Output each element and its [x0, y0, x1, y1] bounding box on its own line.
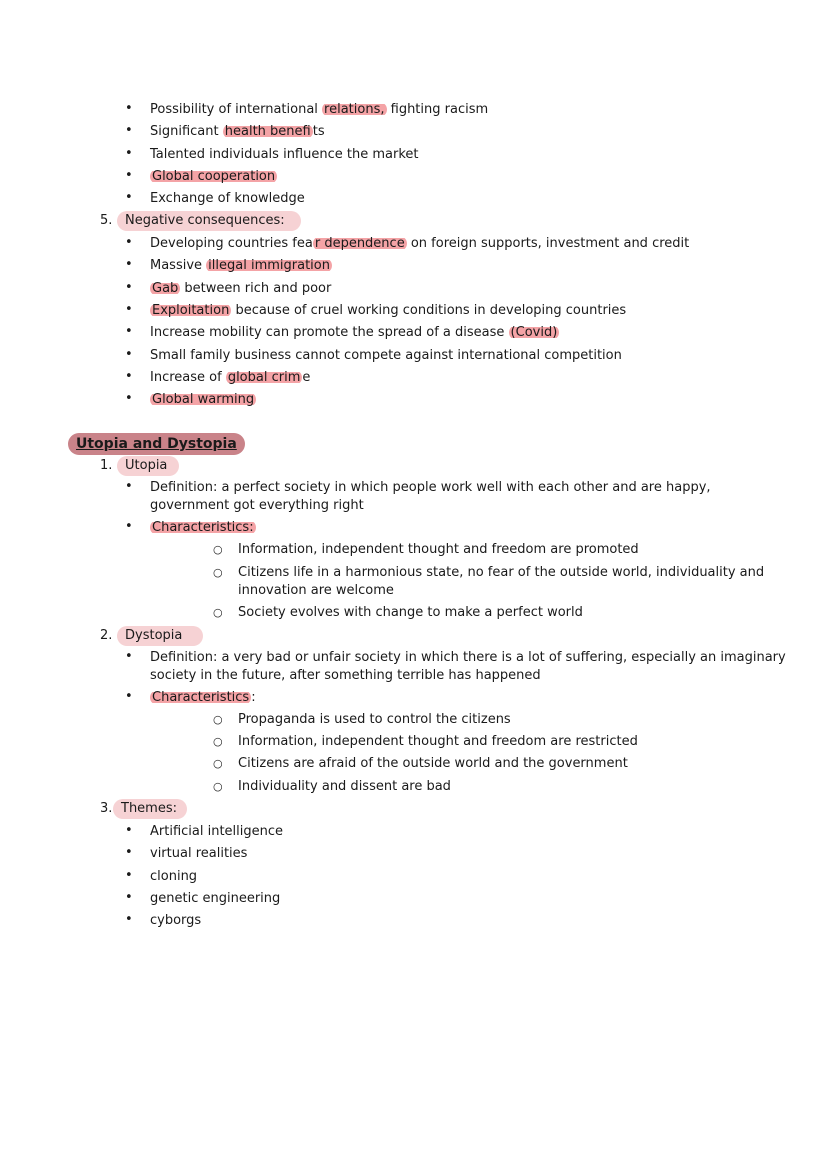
utopia-definition-line2: government got everything right: [150, 498, 364, 513]
section-title: Utopia and Dystopia: [68, 433, 245, 455]
highlighted-text: health benefi: [224, 124, 311, 140]
circle-bullet: ○: [213, 713, 223, 726]
bullet: •: [125, 145, 133, 161]
highlighted-text: Global cooperation: [152, 168, 276, 184]
list-item: cloning: [150, 868, 198, 884]
bullet: •: [125, 867, 133, 883]
circle-bullet: ○: [213, 757, 223, 770]
bullet: •: [125, 368, 133, 384]
themes-heading: Themes:: [113, 799, 187, 819]
bullet: •: [125, 912, 133, 928]
bullet: •: [125, 479, 133, 494]
highlighted-text: Exploitation: [152, 302, 230, 318]
utopia-characteristics-label: Characteristics:: [152, 520, 254, 535]
list-item: Exploitation because of cruel working conditions in developing countries: [152, 302, 627, 318]
bullet: •: [125, 101, 133, 116]
list-item: Small family business cannot compete against international competition: [150, 347, 622, 363]
bullet: •: [125, 649, 133, 664]
list-number: 5.: [100, 213, 113, 228]
utopia-characteristic: innovation are welcome: [238, 583, 394, 598]
highlighted-text: Global warming: [152, 392, 255, 408]
circle-bullet: ○: [213, 735, 223, 748]
list-item: Possibility of international relations, fighting racism: [150, 102, 489, 117]
circle-bullet: ○: [213, 606, 223, 619]
highlighted-text: Gab: [152, 280, 179, 296]
bullet: •: [125, 346, 133, 362]
dystopia-definition-line2: society in the future, after something terrible has happened: [150, 668, 541, 683]
utopia-characteristic: Information, independent thought and freedom are promoted: [238, 542, 639, 557]
circle-bullet: ○: [213, 780, 223, 793]
list-item: Developing countries fea r dependence on foreign supports, investment and credit: [150, 236, 690, 251]
bullet: •: [125, 845, 133, 861]
bullet: •: [125, 391, 133, 407]
bullet: •: [125, 823, 133, 838]
list-number: 2.: [100, 628, 113, 643]
negative-consequences-heading: Negative consequences:: [117, 211, 301, 231]
bullet: •: [125, 324, 133, 340]
dystopia-heading: Dystopia: [117, 626, 203, 646]
list-number: 1.: [100, 458, 113, 473]
list-number: 3.: [100, 801, 113, 816]
circle-bullet: ○: [213, 566, 223, 579]
list-item: Artificial intelligence: [150, 824, 284, 839]
list-item: Gab between rich and poor: [152, 280, 332, 296]
bullet: •: [125, 167, 133, 183]
bullet: •: [125, 889, 133, 905]
list-item: Exchange of knowledge: [150, 191, 305, 207]
utopia-characteristic: Society evolves with change to make a perfect world: [238, 605, 583, 620]
bullet: •: [125, 519, 133, 534]
bullet: •: [125, 301, 133, 317]
bullet: •: [125, 257, 133, 273]
highlighted-text: relations,: [324, 102, 385, 117]
utopia-heading: Utopia: [117, 456, 179, 476]
list-item: [150, 168, 277, 186]
list-item: Increase mobility can promote the spread of a disease (Covid): [150, 325, 558, 341]
highlighted-text: r dependence: [314, 236, 405, 251]
utopia-characteristic: Citizens life in a harmonious state, no fear of the outside world, individuality and: [238, 565, 765, 580]
highlighted-text: (Covid): [510, 325, 558, 341]
highlighted-text: illegal immigration: [208, 258, 330, 274]
list-item: virtual realities: [150, 846, 248, 862]
list-item: cyborgs: [150, 913, 202, 929]
list-item: Talented individuals influence the market: [150, 146, 419, 162]
circle-bullet: ○: [213, 543, 223, 556]
bullet: •: [125, 689, 133, 704]
utopia-definition-line1: Definition: a perfect society in which people work well with each other and are happy,: [150, 480, 711, 495]
dystopia-characteristic: Information, independent thought and freedom are restricted: [238, 734, 638, 749]
dystopia-definition-line1: Definition: a very bad or unfair society in which there is a lot of suffering, especially an imaginary: [150, 650, 786, 665]
list-item: [150, 391, 256, 409]
list-item: Massive illegal immigration: [150, 258, 330, 274]
bullet: •: [125, 190, 133, 206]
dystopia-characteristic: Citizens are afraid of the outside world and the government: [238, 756, 628, 771]
bullet: •: [125, 235, 133, 250]
bullet: •: [125, 123, 133, 139]
bullet: •: [125, 279, 133, 295]
dystopia-characteristics-label: Characteristics :: [152, 690, 256, 705]
dystopia-characteristic: Individuality and dissent are bad: [238, 779, 451, 794]
list-item: Significant health benefi ts: [150, 124, 325, 140]
highlighted-text: global crim: [227, 369, 301, 385]
dystopia-characteristic: Propaganda is used to control the citizens: [238, 712, 511, 727]
list-item: genetic engineering: [150, 890, 281, 906]
list-item: Increase of global crim e: [150, 369, 311, 385]
